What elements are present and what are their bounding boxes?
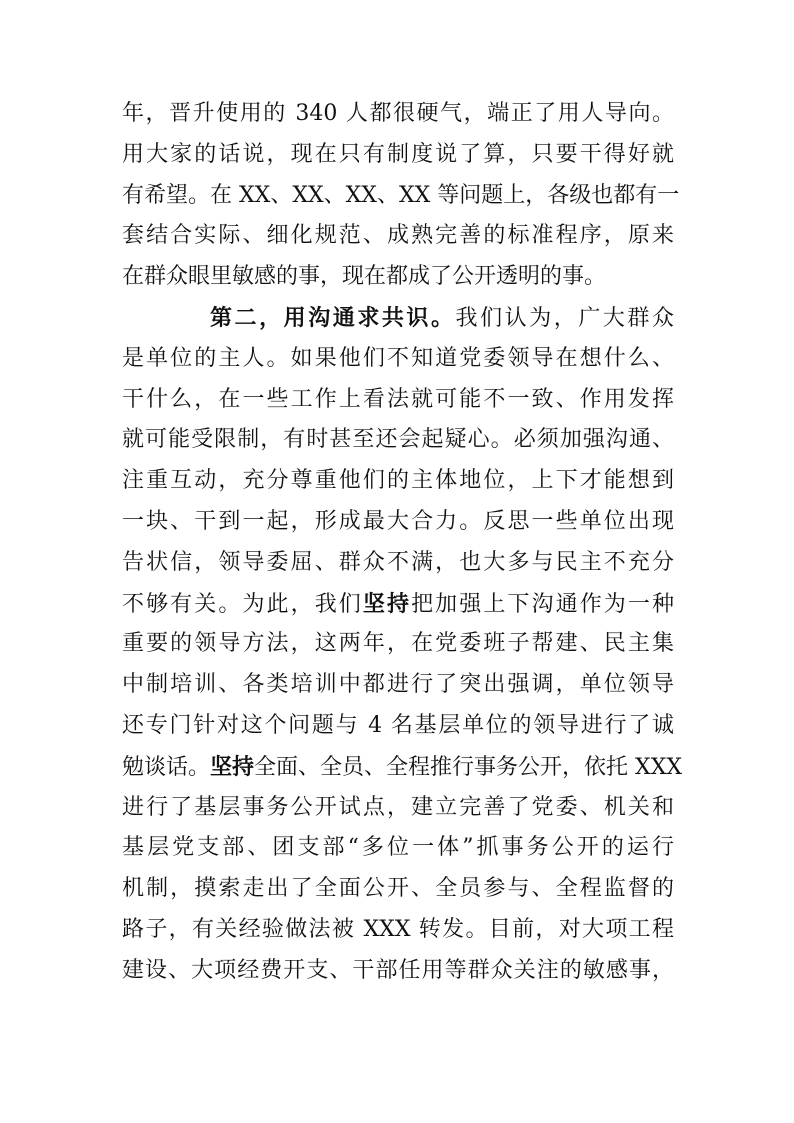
text-run: 年，晋升使用的 340 人都很硬气，端正了用人导向。 (122, 101, 674, 126)
text-line (122, 584, 674, 625)
text-line (122, 380, 674, 421)
section-heading-line (122, 298, 674, 339)
text-line (122, 216, 674, 257)
text-run: 还专门针对这个问题与 4 名基层单位的领导进行了诚 (122, 712, 674, 738)
text-run: 在群众眼里敏感的事，现在都成了公开透明的事。 (122, 264, 607, 290)
text-run: 用大家的话说，现在只有制度说了算，只要干得好就 (122, 141, 674, 167)
text-line (122, 420, 674, 461)
body-text (122, 94, 683, 992)
text-line (122, 543, 674, 584)
text-run: 全面、全员、全程推行事务公开，依托 XXX (254, 754, 683, 780)
emphasis-text: 坚持 (210, 753, 255, 780)
text-run: 路子，有关经验做法被 XXX 转发。目前，对大项工程 (122, 916, 674, 942)
text-run: 勉谈话。 (122, 754, 211, 780)
text-run: 中制培训、各类培训中都进行了突出强调，单位领导 (122, 672, 674, 698)
text-line (122, 461, 674, 502)
text-run: 告状信，领导委屈、群众不满，也大多与民主不充分 (122, 549, 674, 575)
text-run: 进行了基层事务公开试点，建立完善了党委、机关和 (122, 794, 674, 820)
text-run: 注重互动，充分尊重他们的主体地位，上下才能想到 (122, 468, 674, 494)
text-run: 我们认为，广大群众 (455, 305, 674, 331)
text-line (122, 257, 674, 298)
text-run: 建设、大项经费开支、干部任用等群众关注的敏感事， (122, 957, 674, 983)
text-line (122, 706, 674, 747)
text-line (122, 665, 674, 706)
text-run: 一块、干到一起，形成最大合力。反思一些单位出现 (122, 508, 674, 534)
text-line (122, 869, 674, 910)
text-line (122, 339, 674, 380)
text-line (122, 176, 680, 217)
text-run: 基层党支部、团支部“多位一体”抓事务公开的运行 (122, 835, 674, 861)
text-line (122, 135, 674, 176)
text-line (122, 502, 674, 543)
text-line (122, 828, 674, 869)
text-line (122, 910, 674, 951)
text-run: 不够有关。为此，我们 (122, 591, 363, 617)
text-line (122, 624, 674, 665)
text-run: 就可能受限制，有时甚至还会起疑心。必须加强沟通、 (122, 427, 674, 453)
text-run: 有希望。在 XX、XX、XX、XX 等问题上，各级也都有一 (122, 182, 680, 208)
text-run: 重要的领导方法，这两年，在党委班子帮建、民主集 (122, 631, 674, 657)
text-run: 把加强上下沟通作为一种 (411, 591, 674, 617)
text-line (122, 94, 674, 135)
text-line (122, 788, 674, 829)
emphasis-text: 坚持 (362, 590, 412, 617)
text-run: 干什么，在一些工作上看法就可能不一致、作用发挥 (122, 386, 674, 412)
section-heading: 第二，用沟通求共识。 (210, 304, 456, 331)
text-run: 是单位的主人。如果他们不知道党委领导在想什么、 (122, 345, 674, 371)
text-run: 机制，摸索走出了全面公开、全员参与、全程监督的 (122, 876, 674, 902)
text-line (122, 951, 674, 992)
text-line (122, 747, 683, 788)
text-run: 套结合实际、细化规范、成熟完善的标准程序，原来 (122, 223, 674, 249)
